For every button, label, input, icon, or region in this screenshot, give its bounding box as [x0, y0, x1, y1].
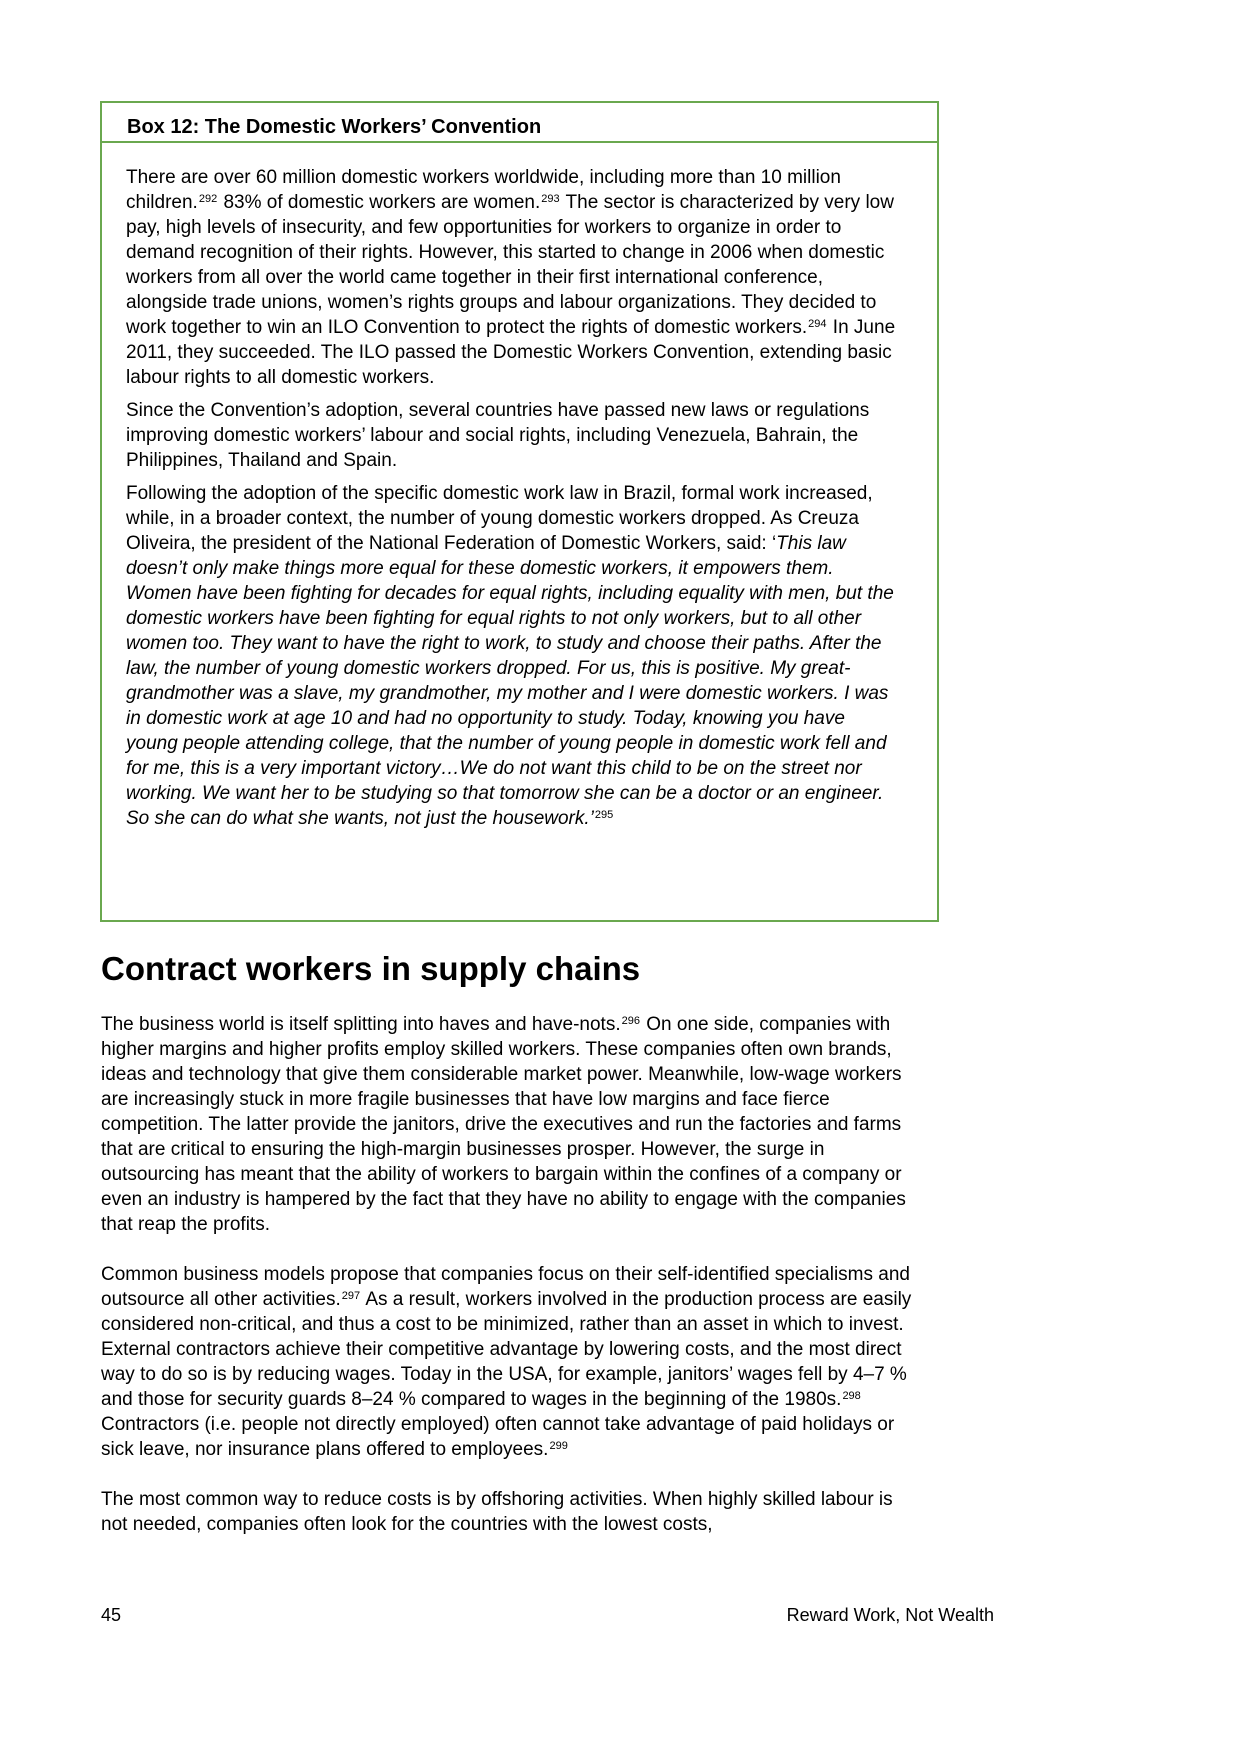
main-p2-text-2: As a result, workers involved in the production process are easily considered non-critical, and thus a cost to be minimized, rather than an asset in which to invest. External contractors achieve their competitive advantage by lowering costs, and the most direct way to do so is by reducing wages. Today in the USA, for example, janitors’ wages fell by 4–7 % and those for security guards 8–24 % compared to wages in the beginning of the 1980s.: [101, 1289, 912, 1410]
box-12: [100, 101, 939, 922]
main-p1-text-1: The business world is itself splitting into haves and have-nots.: [101, 1014, 621, 1035]
main-paragraph-2: [101, 1262, 921, 1462]
footnote-ref: 296: [621, 1015, 640, 1027]
page-number: 45: [101, 1605, 122, 1625]
box-body: [102, 143, 937, 831]
main-p1-text-2: On one side, companies with higher margins and higher profits employ skilled workers. These companies often own brands, ideas and technology that give them considerable market power. Meanwhile, low-wage workers are increasingly stuck in more fragile businesses that have low margins and face fierce competition. The latter provide the janitors, drive the executives and run the factories and farms that are critical to ensuring the high-margin businesses prosper. However, the surge in outsourcing has meant that the ability of workers to bargain within the confines of a company or even an industry is hampered by the fact that they have no ability to engage with the companies that reap the profits.: [101, 1014, 906, 1235]
box-title: Box 12: The Domestic Workers’ Convention: [102, 103, 937, 143]
report-title: Reward Work, Not Wealth: [786, 1605, 994, 1625]
box-p1-text-1: There are over 60 million domestic workers worldwide, including more than 10 million children.: [126, 167, 841, 213]
main-paragraph-1: [101, 1012, 921, 1237]
box-p3-text: Following the adoption of the specific domestic work law in Brazil, formal work increased, while, in a broader context, the number of young domestic workers dropped. As Creuza Oliveira, the president of the National Federation of Domestic Workers, said: ‘: [126, 483, 873, 554]
footnote-ref: 298: [842, 1390, 861, 1402]
main-text: [101, 1012, 921, 1562]
footnote-ref: 292: [198, 193, 218, 205]
footnote-ref: 295: [594, 809, 614, 821]
box-p3-quote: This law doesn’t only make things more equal for these domestic workers, it empowers them. Women have been fighting for decades for equal rights, including equality with men, but the domestic workers have been fighting for equal rights to not only workers, but to all other women too. They want to have the right to work, to study and choose their paths. After the law, the number of young domestic workers dropped. For us, this is positive. My great-grandmother was a slave, my grandmother, my mother and I were domestic workers. I was in domestic work at age 10 and had no opportunity to study. Today, knowing you have young people attending college, that the number of young people in domestic work fell and for me, this is a very important victory…We do not want this child to be on the street nor working. We want her to be studying so that tomorrow she can be a doctor or an engineer. So she can do what she wants, not just the housework.’: [126, 533, 894, 829]
section-heading: Contract workers in supply chains: [101, 950, 641, 987]
box-p1-text-2: 83% of domestic workers are women.: [218, 192, 541, 213]
box-paragraph-2: Since the Convention’s adoption, several countries have passed new laws or regulations improving domestic workers’ labour and social rights, including Venezuela, Bahrain, the Philippines, Thailand and Spain.: [126, 400, 870, 471]
box-paragraph-3: [126, 481, 897, 831]
box-p1-text-4: In June 2011, they succeeded. The ILO passed the Domestic Workers Convention, extending basic labour rights to all domestic workers.: [126, 317, 896, 388]
main-p2-text-3: Contractors (i.e. people not directly employed) often cannot take advantage of paid holidays or sick leave, nor insurance plans offered to employees.: [101, 1414, 895, 1460]
box-p1-text-3: The sector is characterized by very low pay, high levels of insecurity, and few opportunities for workers to organize in order to demand recognition of their rights. However, this started to change in 2006 when domestic workers from all over the world came together in their first international conference, alongside trade unions, women’s rights groups and labour organizations. They decided to work together to win an ILO Convention to protect the rights of domestic workers.: [126, 192, 894, 338]
footnote-ref: 299: [549, 1440, 568, 1452]
footnote-ref: 294: [808, 318, 827, 330]
footnote-ref: 293: [541, 193, 560, 205]
box-paragraph-1: [126, 165, 897, 390]
main-p2-text-1: Common business models propose that companies focus on their self-identified specialisms and outsource all other activities.: [101, 1264, 910, 1310]
main-paragraph-3: The most common way to reduce costs is by offshoring activities. When highly skilled labour is not needed, companies often look for the countries with the lowest costs,: [101, 1489, 893, 1535]
footnote-ref: 297: [341, 1290, 361, 1302]
